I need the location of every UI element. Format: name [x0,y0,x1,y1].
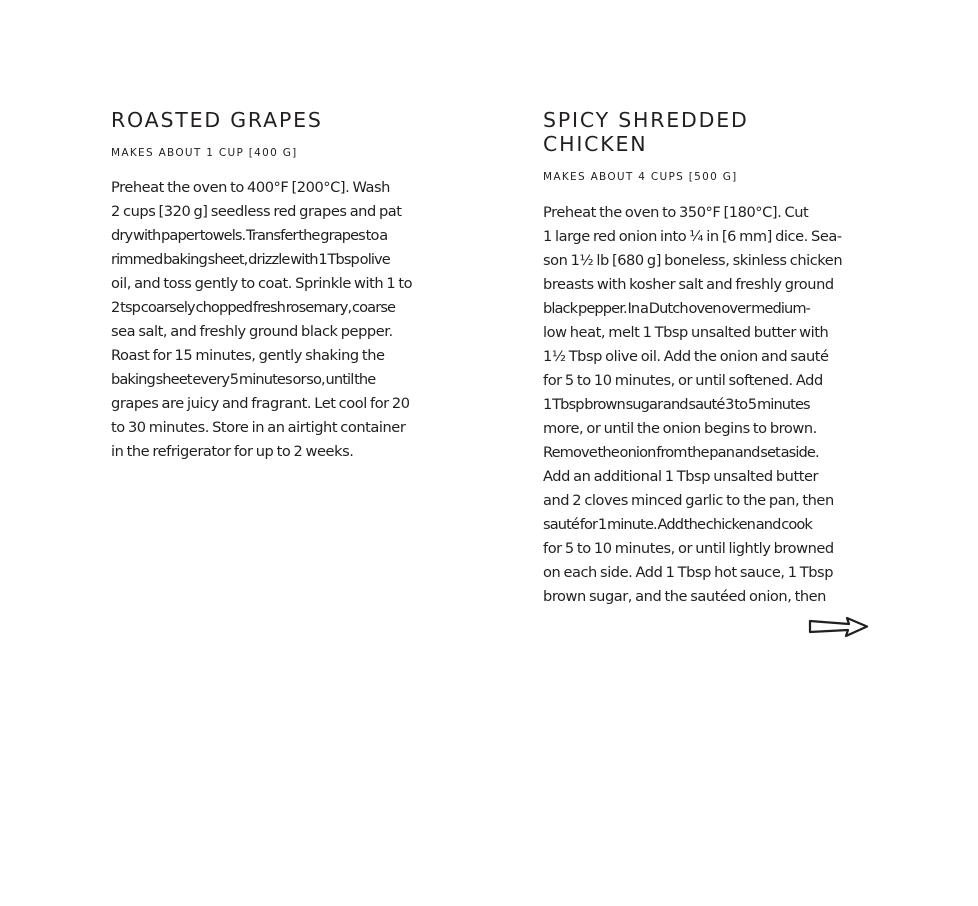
text-line: in the refrigerator for up to 2 weeks. [111,443,354,460]
text-line: to 30 minutes. Store in an airtight container [111,419,406,436]
recipe-instructions [543,201,869,609]
text-line: for 5 to 10 minutes, or until lightly browned [543,540,834,557]
recipe-yield: MAKES ABOUT 1 CUP [400 G] [111,147,298,159]
text-line: brown sugar, and the sautéed onion, then [543,588,826,605]
text-line: and 2 cloves minced garlic to the pan, then [543,492,834,509]
recipe-spicy-shredded-chicken [543,108,869,609]
continue-arrow-icon [808,615,870,639]
text-line: Preheat the oven to 350°F [180°C]. Cut [543,204,809,221]
text-line: baking sheet every 5 minutes or so, until the [111,371,376,388]
text-line: oil, and toss gently to coat. Sprinkle with 1 to [111,275,413,292]
recipe-yield: MAKES ABOUT 4 CUPS [500 G] [543,171,738,183]
text-line: for 5 to 10 minutes, or until softened. Add [543,372,823,389]
text-line: 1½ Tbsp olive oil. Add the onion and sauté [543,348,829,365]
text-line: breasts with kosher salt and freshly ground [543,276,834,293]
text-line: Remove the onion from the pan and set aside. [543,444,819,461]
text-line: Preheat the oven to 400°F [200°C]. Wash [111,179,390,196]
text-line: 1 Tbsp brown sugar and sauté 3 to 5 minutes [543,396,810,413]
text-line: sea salt, and freshly ground black pepper. [111,323,393,340]
recipe-roasted-grapes [111,108,441,464]
text-line: on each side. Add 1 Tbsp hot sauce, 1 Tbsp [543,564,834,581]
text-line: grapes are juicy and fragrant. Let cool for 20 [111,395,410,412]
recipe-instructions [111,176,441,464]
text-line: rimmed baking sheet, drizzle with 1 Tbsp olive [111,251,390,268]
text-line: dry with paper towels. Transfer the grapes to a [111,227,388,244]
text-line: black pepper. In a Dutch oven over medium- [543,300,811,317]
recipe-title: ROASTED GRAPES [111,108,323,132]
text-line: 1 large red onion into ¼ in [6 mm] dice. Sea- [543,228,842,245]
text-line: son 1½ lb [680 g] boneless, skinless chicken [543,252,843,269]
text-line: 2 tsp coarsely chopped fresh rosemary, coarse [111,299,396,316]
text-line: Add an additional 1 Tbsp unsalted butter [543,468,819,485]
text-line: sauté for 1 minute. Add the chicken and cook [543,516,812,533]
recipe-title: SPICY SHREDDED CHICKEN [543,108,749,156]
text-line: low heat, melt 1 Tbsp unsalted butter with [543,324,829,341]
text-line: Roast for 15 minutes, gently shaking the [111,347,385,364]
text-line: more, or until the onion begins to brown. [543,420,817,437]
text-line: 2 cups [320 g] seedless red grapes and pat [111,203,402,220]
